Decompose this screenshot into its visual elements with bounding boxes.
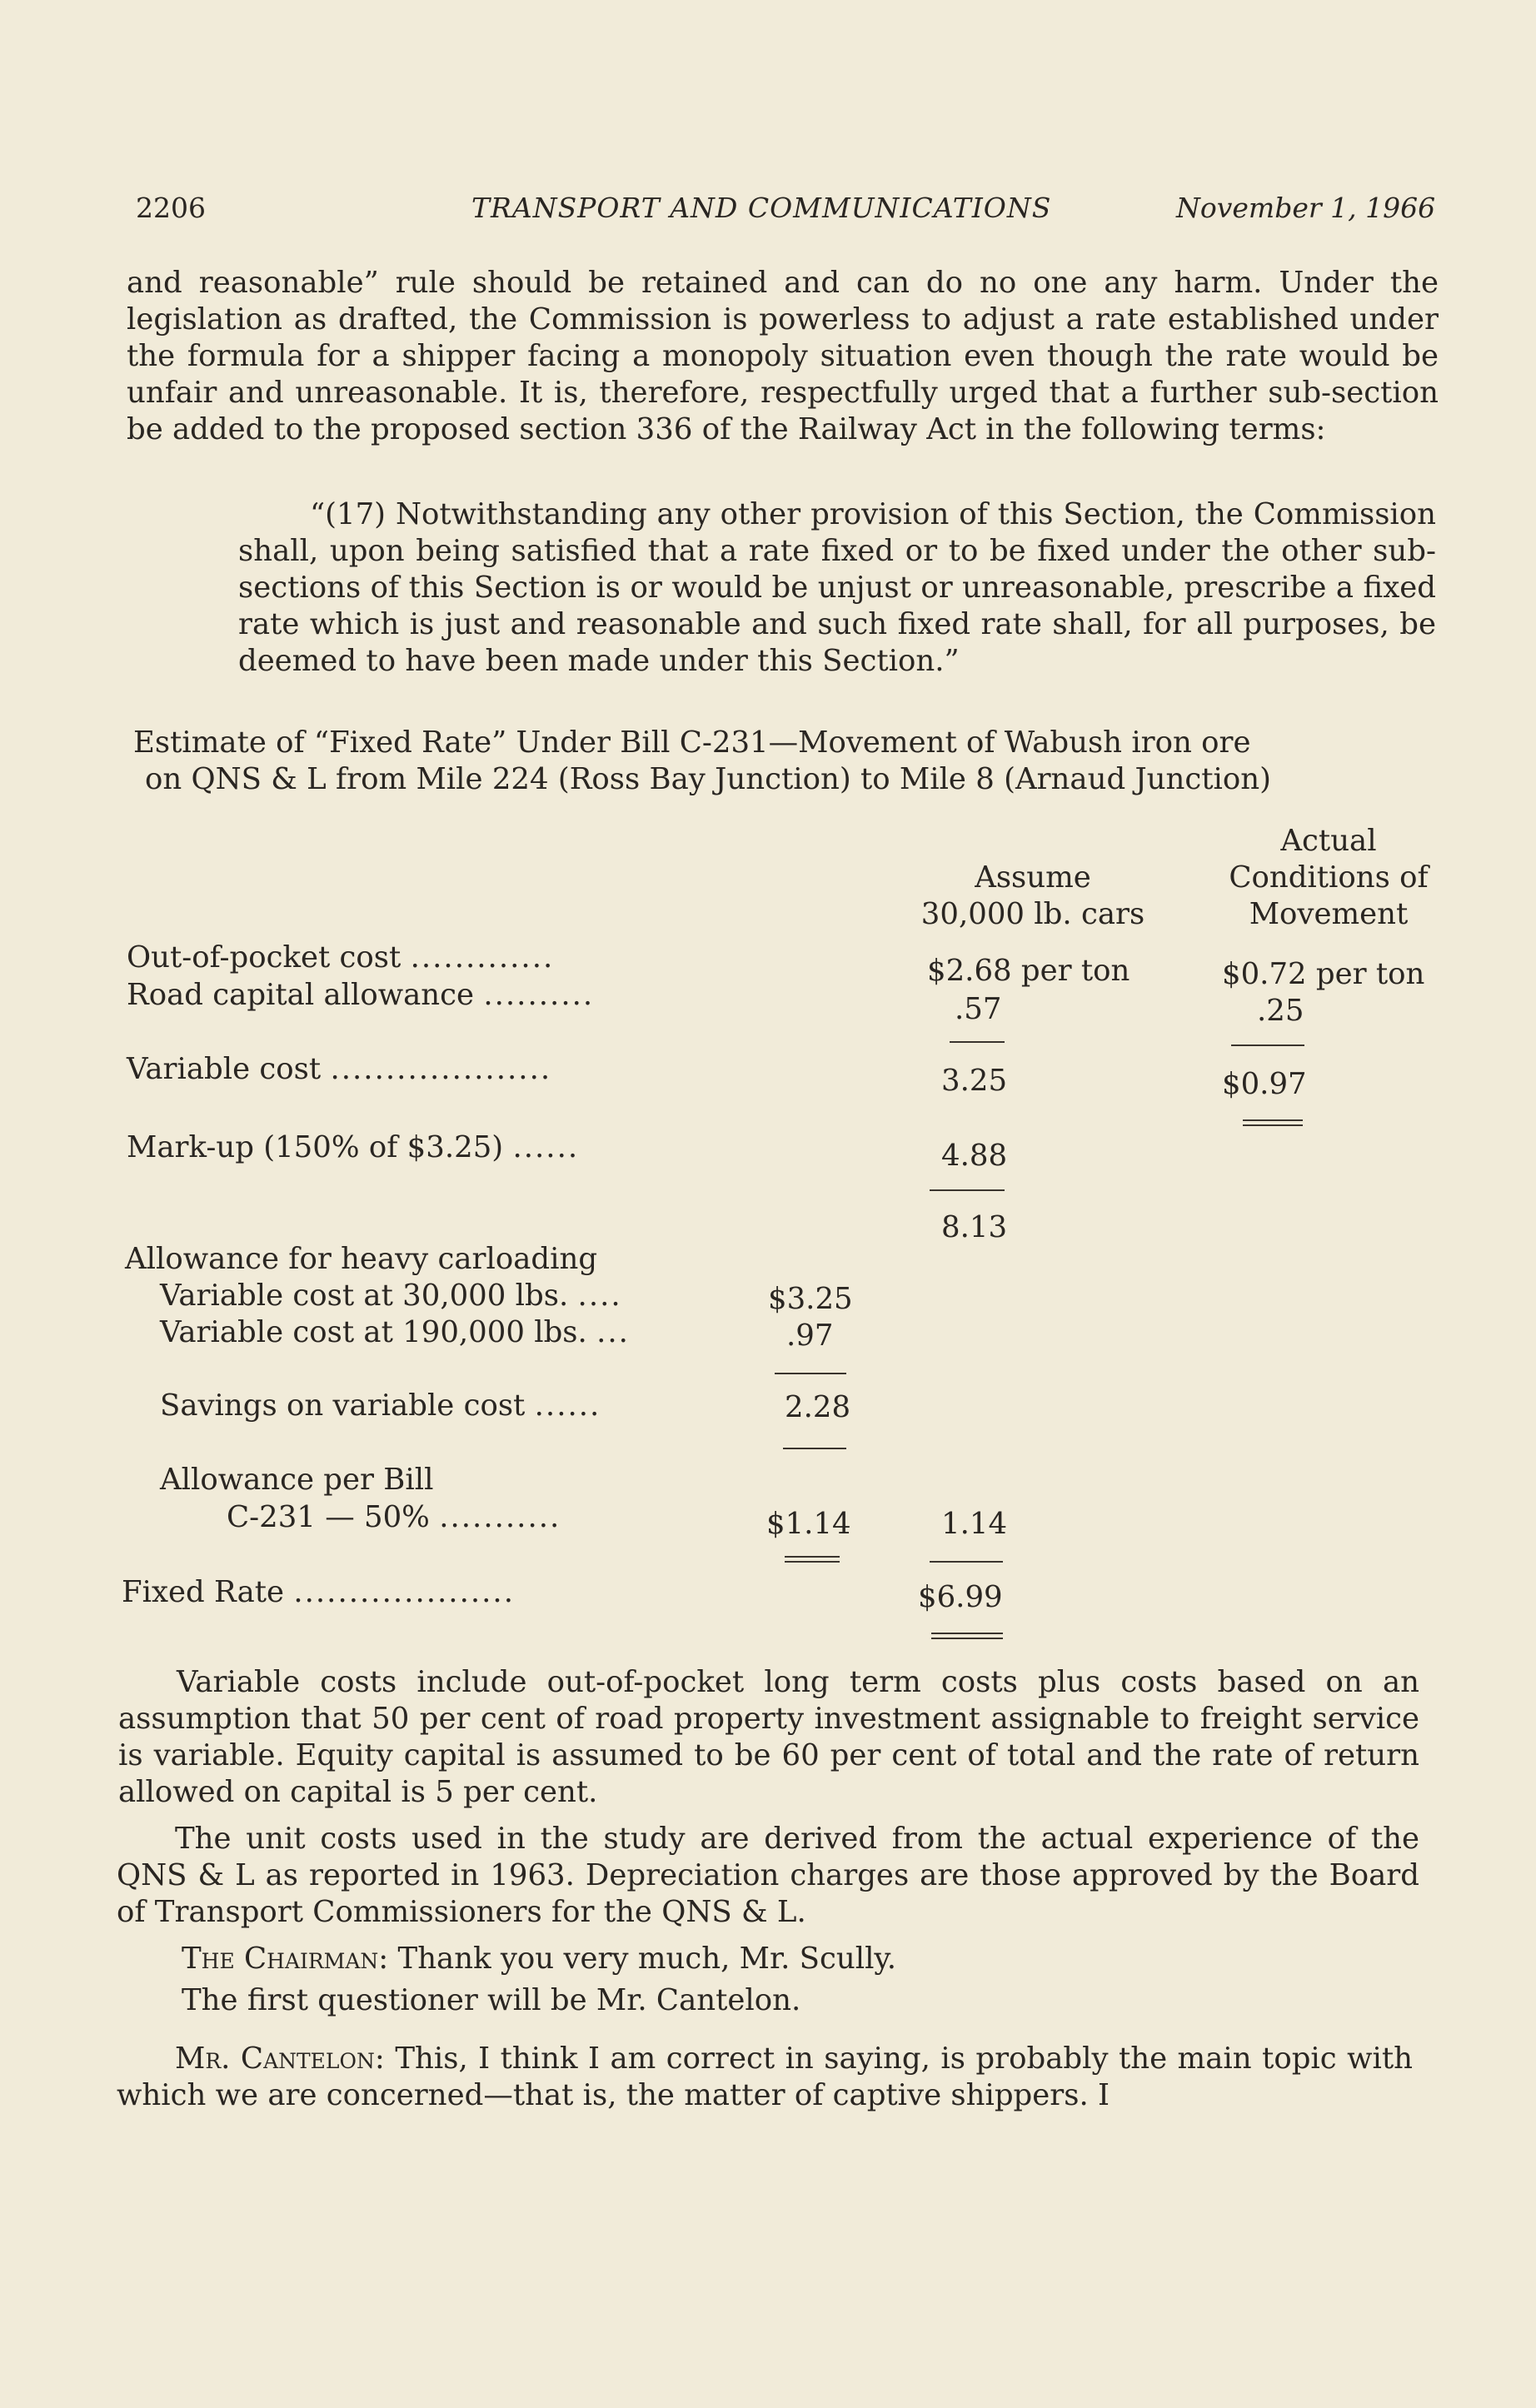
value-assume-road-capital: .57: [955, 992, 1002, 1026]
column-header-actual-line-1: Actual: [1280, 824, 1377, 858]
row-label-savings: [160, 1388, 601, 1424]
cantelon-remark: [117, 2041, 1413, 2114]
paragraph-variable-costs: Variable costs include out-of-pocket long term costs plus costs based on an assumption that 50 per cent of road property investment assignable to freight service is variable. Equity capital is assumed to be 60 per cent of total and the rate of return allowed on capital is 5 per cent.: [118, 1665, 1419, 1809]
leader-dots: ......: [534, 1388, 601, 1423]
estimate-title-line-1: Estimate of “Fixed Rate” Under Bill C-231—Movement of Wabush iron ore: [133, 725, 1251, 760]
row-label-fixed-rate: [122, 1574, 515, 1611]
value-assume-allowance: 1.14: [941, 1507, 1008, 1541]
value-sub-variable-30000: $3.25: [768, 1282, 853, 1316]
row-label-allowance-per-bill: Allowance per Bill: [160, 1463, 434, 1497]
row-label-variable-30000: [160, 1278, 622, 1314]
leader-dots: ....................: [330, 1052, 552, 1086]
row-label-c231: [227, 1499, 561, 1536]
value-sub-variable-190000: .97: [786, 1319, 834, 1353]
running-date: November 1, 1966: [1176, 192, 1436, 224]
double-rule-actual: [1243, 1119, 1303, 1126]
leader-dots: ...: [596, 1315, 630, 1349]
value-assume-fixed-rate: $6.99: [918, 1580, 1003, 1614]
row-label-variable-cost: [127, 1051, 551, 1088]
rule-actual-1: [1231, 1044, 1304, 1046]
row-label-variable-190000: [160, 1314, 630, 1351]
value-actual-road-capital: .25: [1257, 994, 1304, 1028]
leader-dots: ...........: [439, 1500, 561, 1534]
proposed-subsection-quote: “(17) Notwithstanding any other provision of this Section, the Commission shall, upon being satisfied that a rate fixed or to be fixed under the other sub-sections of this Section is or would be unjust or unreasonable, prescribe a fixed rate which is just and reasonable and such fixed rate shall, for all purposes, be deemed to have been made under this Section.”: [238, 497, 1436, 678]
label-text: C-231 — 50%: [227, 1500, 430, 1534]
page-number: 2206: [136, 192, 206, 224]
value-assume-out-of-pocket: $2.68 per ton: [927, 954, 1130, 988]
row-label-markup: [127, 1129, 579, 1166]
estimate-title: [133, 725, 1439, 798]
double-rule-sub: [785, 1556, 840, 1563]
rule-assume-1: [950, 1041, 1005, 1043]
cantelon-text: : This, I think I am correct in saying, is probably the main topic with which we are concerned—that is, the matter of captive shippers. I: [117, 2042, 1413, 2112]
column-header-actual-line-2: Conditions of: [1229, 860, 1429, 895]
label-text: Savings on variable cost: [160, 1388, 526, 1423]
rule-sub-2: [783, 1448, 846, 1449]
leader-dots: ......: [512, 1130, 580, 1164]
leader-dots: .............: [410, 940, 555, 975]
leader-dots: ..........: [483, 978, 595, 1012]
estimate-title-line-2: on QNS & L from Mile 224 (Ross Bay Junction) to Mile 8 (Arnaud Junction): [145, 762, 1271, 796]
value-assume-subtotal: 8.13: [941, 1210, 1008, 1244]
label-text: Out-of-pocket cost: [127, 940, 401, 975]
first-questioner-line: The first questioner will be Mr. Cantelon.: [182, 1983, 801, 2017]
column-header-actual-line-3: Movement: [1249, 897, 1409, 931]
value-assume-markup: 4.88: [941, 1139, 1008, 1173]
rule-assume-2: [930, 1189, 1005, 1191]
running-title: TRANSPORT AND COMMUNICATIONS: [471, 192, 1052, 224]
speaker-cantelon: Mr. Cantelon: [175, 2042, 375, 2076]
column-header-assume-line-2: 30,000 lb. cars: [920, 897, 1145, 931]
value-sub-allowance: $1.14: [766, 1507, 851, 1541]
label-text: Variable cost: [127, 1052, 322, 1086]
row-label-road-capital: [127, 977, 594, 1014]
row-label-out-of-pocket: [127, 940, 554, 976]
double-rule-assume: [931, 1633, 1003, 1639]
chairman-text: : Thank you very much, Mr. Scully.: [378, 1942, 897, 1976]
label-text: Variable cost at 30,000 lbs.: [160, 1279, 569, 1313]
value-actual-out-of-pocket: $0.72 per ton: [1222, 957, 1425, 991]
label-text: Variable cost at 190,000 lbs.: [160, 1315, 587, 1349]
rule-sub-1: [775, 1373, 846, 1374]
leader-dots: ....................: [293, 1575, 516, 1609]
label-text: Fixed Rate: [122, 1575, 285, 1609]
speaker-chairman: The Chairman: [182, 1942, 379, 1976]
column-header-assume: [900, 860, 1166, 933]
label-text: Road capital allowance: [127, 978, 475, 1012]
row-label-allowance-heading: Allowance for heavy carloading: [125, 1242, 598, 1276]
value-sub-savings: 2.28: [785, 1390, 851, 1424]
column-header-assume-line-1: Assume: [975, 860, 1091, 895]
intro-paragraph: and reasonable” rule should be retained and can do no one any harm. Under the legislation as drafted, the Commission is powerless to adjust a rate established under the formula for a shipper facing a monopoly situation even though the rate would be unfair and unreasonable. It is, therefore, respectfully urged that a further sub-section be added to the proposed section 336 of the Railway Act in the following terms:: [127, 266, 1439, 446]
paragraph-unit-costs: The unit costs used in the study are derived from the actual experience of the QNS & L as reported in 1963. Depreciation charges are those approved by the Board of Transport Commissioners for the QNS & L.: [117, 1822, 1419, 1929]
column-header-actual: [1208, 823, 1449, 933]
value-assume-variable-cost: 3.25: [941, 1064, 1008, 1098]
value-actual-variable-cost: $0.97: [1222, 1067, 1307, 1101]
rule-assume-3: [930, 1561, 1003, 1563]
chairman-remark: [123, 1941, 1419, 1977]
label-text: Mark-up (150% of $3.25): [127, 1130, 504, 1164]
leader-dots: ....: [577, 1279, 622, 1313]
